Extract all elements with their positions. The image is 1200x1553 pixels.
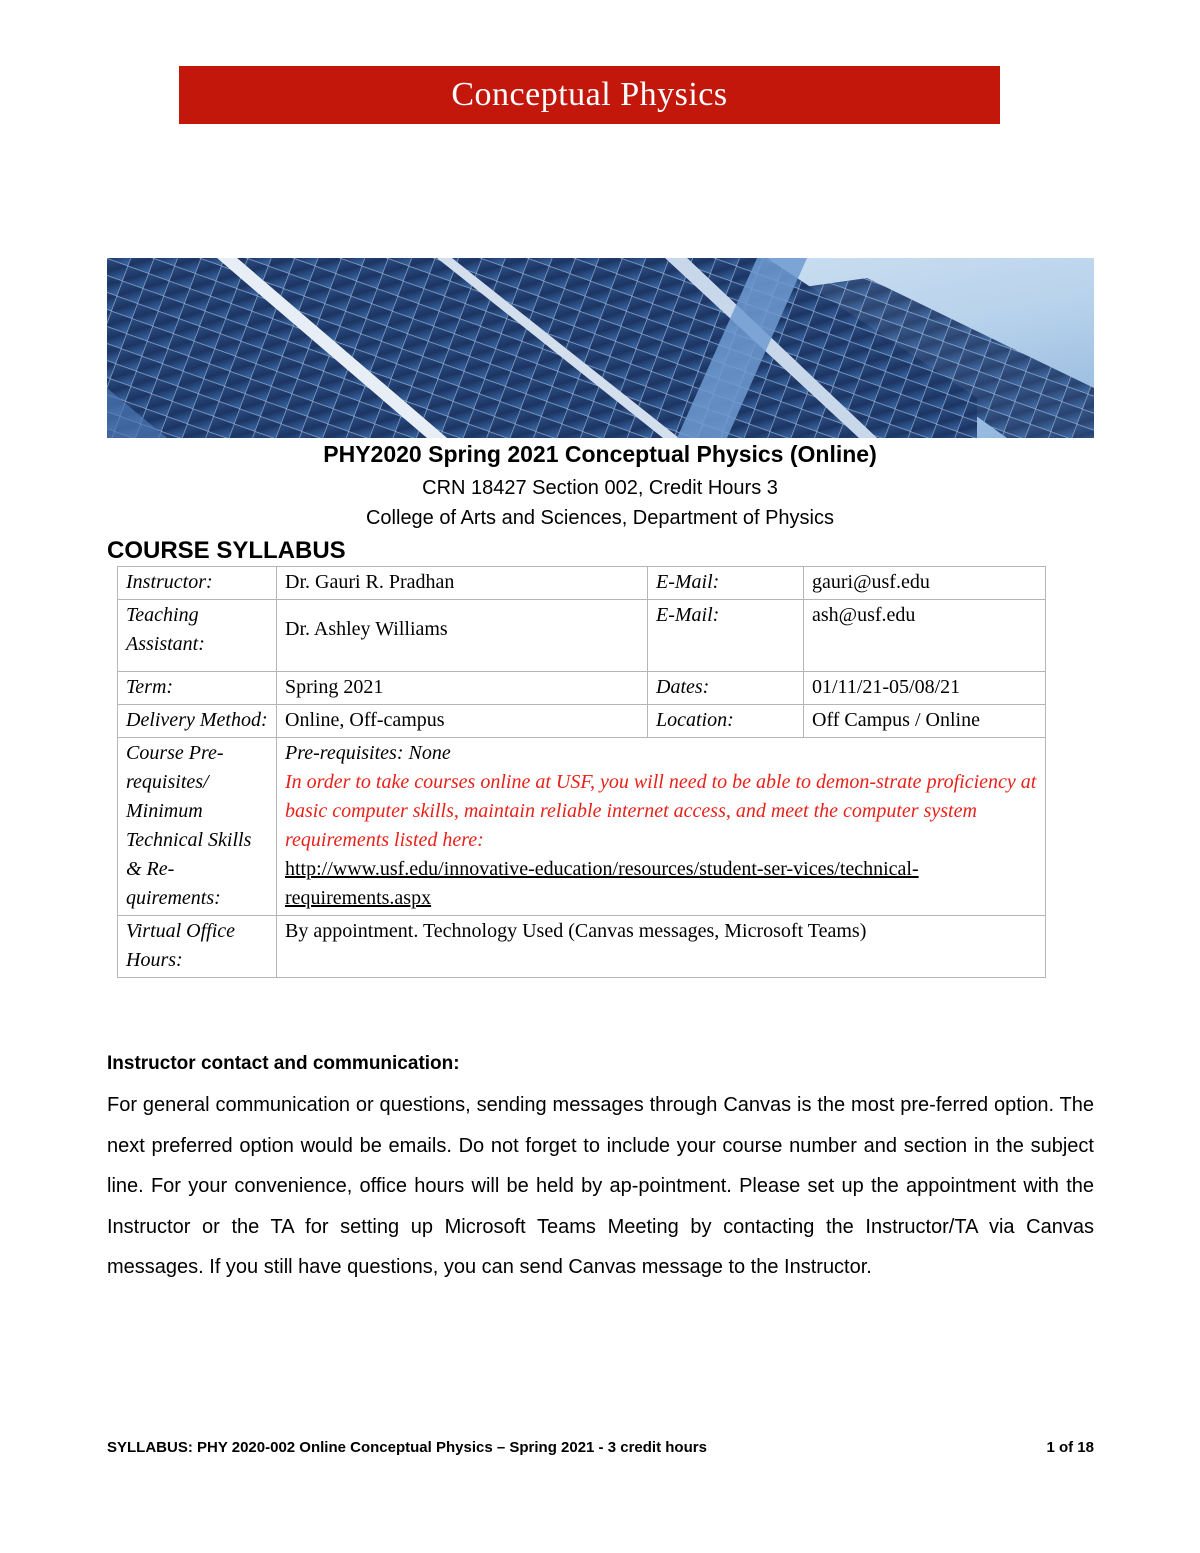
course-info-table <box>117 566 1046 978</box>
page-number: 1 of 18 <box>1046 1439 1094 1456</box>
table-row <box>118 567 1046 600</box>
tech-requirements-link[interactable]: http://www.usf.edu/innovative-education/resources/student-ser-vices/technical-requirements.aspx <box>285 858 919 909</box>
table-row <box>118 705 1046 738</box>
footer-text: SYLLABUS: PHY 2020-002 Online Conceptual Physics – Spring 2021 - 3 credit hours <box>107 1439 707 1456</box>
title-banner <box>179 66 1000 124</box>
table-row <box>118 738 1046 916</box>
ta-email[interactable]: ash@usf.edu <box>804 600 1046 672</box>
instructor-email[interactable]: gauri@usf.edu <box>804 567 1046 600</box>
syllabus-heading: COURSE SYLLABUS <box>107 537 346 564</box>
solar-panels-illustration <box>107 258 1094 438</box>
prereq-label: Course Pre-requisites/ Minimum Technical Skills & Re-quirements: <box>118 738 277 916</box>
instructor-label: Instructor: <box>118 567 277 600</box>
prereq-note: In order to take courses online at USF, you will need to be able to demon-strate proficiency at basic computer skills, maintain reliable internet access, and meet the computer system requirements listed here: <box>285 771 1037 851</box>
course-college-line: College of Arts and Sciences, Department of Physics <box>365 507 834 529</box>
solar-panels-photo <box>107 258 1094 438</box>
course-crn-line: CRN 18427 Section 002, Credit Hours 3 <box>422 477 778 499</box>
term-value: Spring 2021 <box>277 672 648 705</box>
term-label: Term: <box>118 672 277 705</box>
dates-value: 01/11/21-05/08/21 <box>804 672 1046 705</box>
dates-label: Dates: <box>648 672 804 705</box>
ta-label: Teaching Assistant: <box>118 600 277 672</box>
banner-title: Conceptual Physics <box>451 76 728 113</box>
ta-value: Dr. Ashley Williams <box>277 600 648 672</box>
office-hours-value: By appointment. Technology Used (Canvas messages, Microsoft Teams) <box>277 916 1046 978</box>
office-hours-label: Virtual Office Hours: <box>118 916 277 978</box>
table-row <box>118 600 1046 672</box>
contact-heading: Instructor contact and communication: <box>107 1053 460 1074</box>
table-row <box>118 916 1046 978</box>
table-row <box>118 672 1046 705</box>
course-title: PHY2020 Spring 2021 Conceptual Physics (Online) <box>323 441 877 467</box>
delivery-value: Online, Off-campus <box>277 705 648 738</box>
location-value: Off Campus / Online <box>804 705 1046 738</box>
delivery-label: Delivery Method: <box>118 705 277 738</box>
instructor-value: Dr. Gauri R. Pradhan <box>277 567 648 600</box>
prereq-value: Pre-requisites: None <box>285 742 451 764</box>
email-label: E-Mail: <box>648 600 804 672</box>
prereq-cell <box>277 738 1046 916</box>
email-label: E-Mail: <box>648 567 804 600</box>
contact-body: For general communication or questions, sending messages through Canvas is the most pre-ferred option. The next preferred option would be emails. Do not forget to include your course number and section in the subject line. For your convenience, office hours will be held by ap-pointment. Please set up the appointment with the Instructor or the TA for setting up Microsoft Teams Meeting by contacting the Instructor/TA via Canvas messages. If you still have questions, you can send Canvas message to the Instructor. <box>107 1094 1094 1278</box>
location-label: Location: <box>648 705 804 738</box>
